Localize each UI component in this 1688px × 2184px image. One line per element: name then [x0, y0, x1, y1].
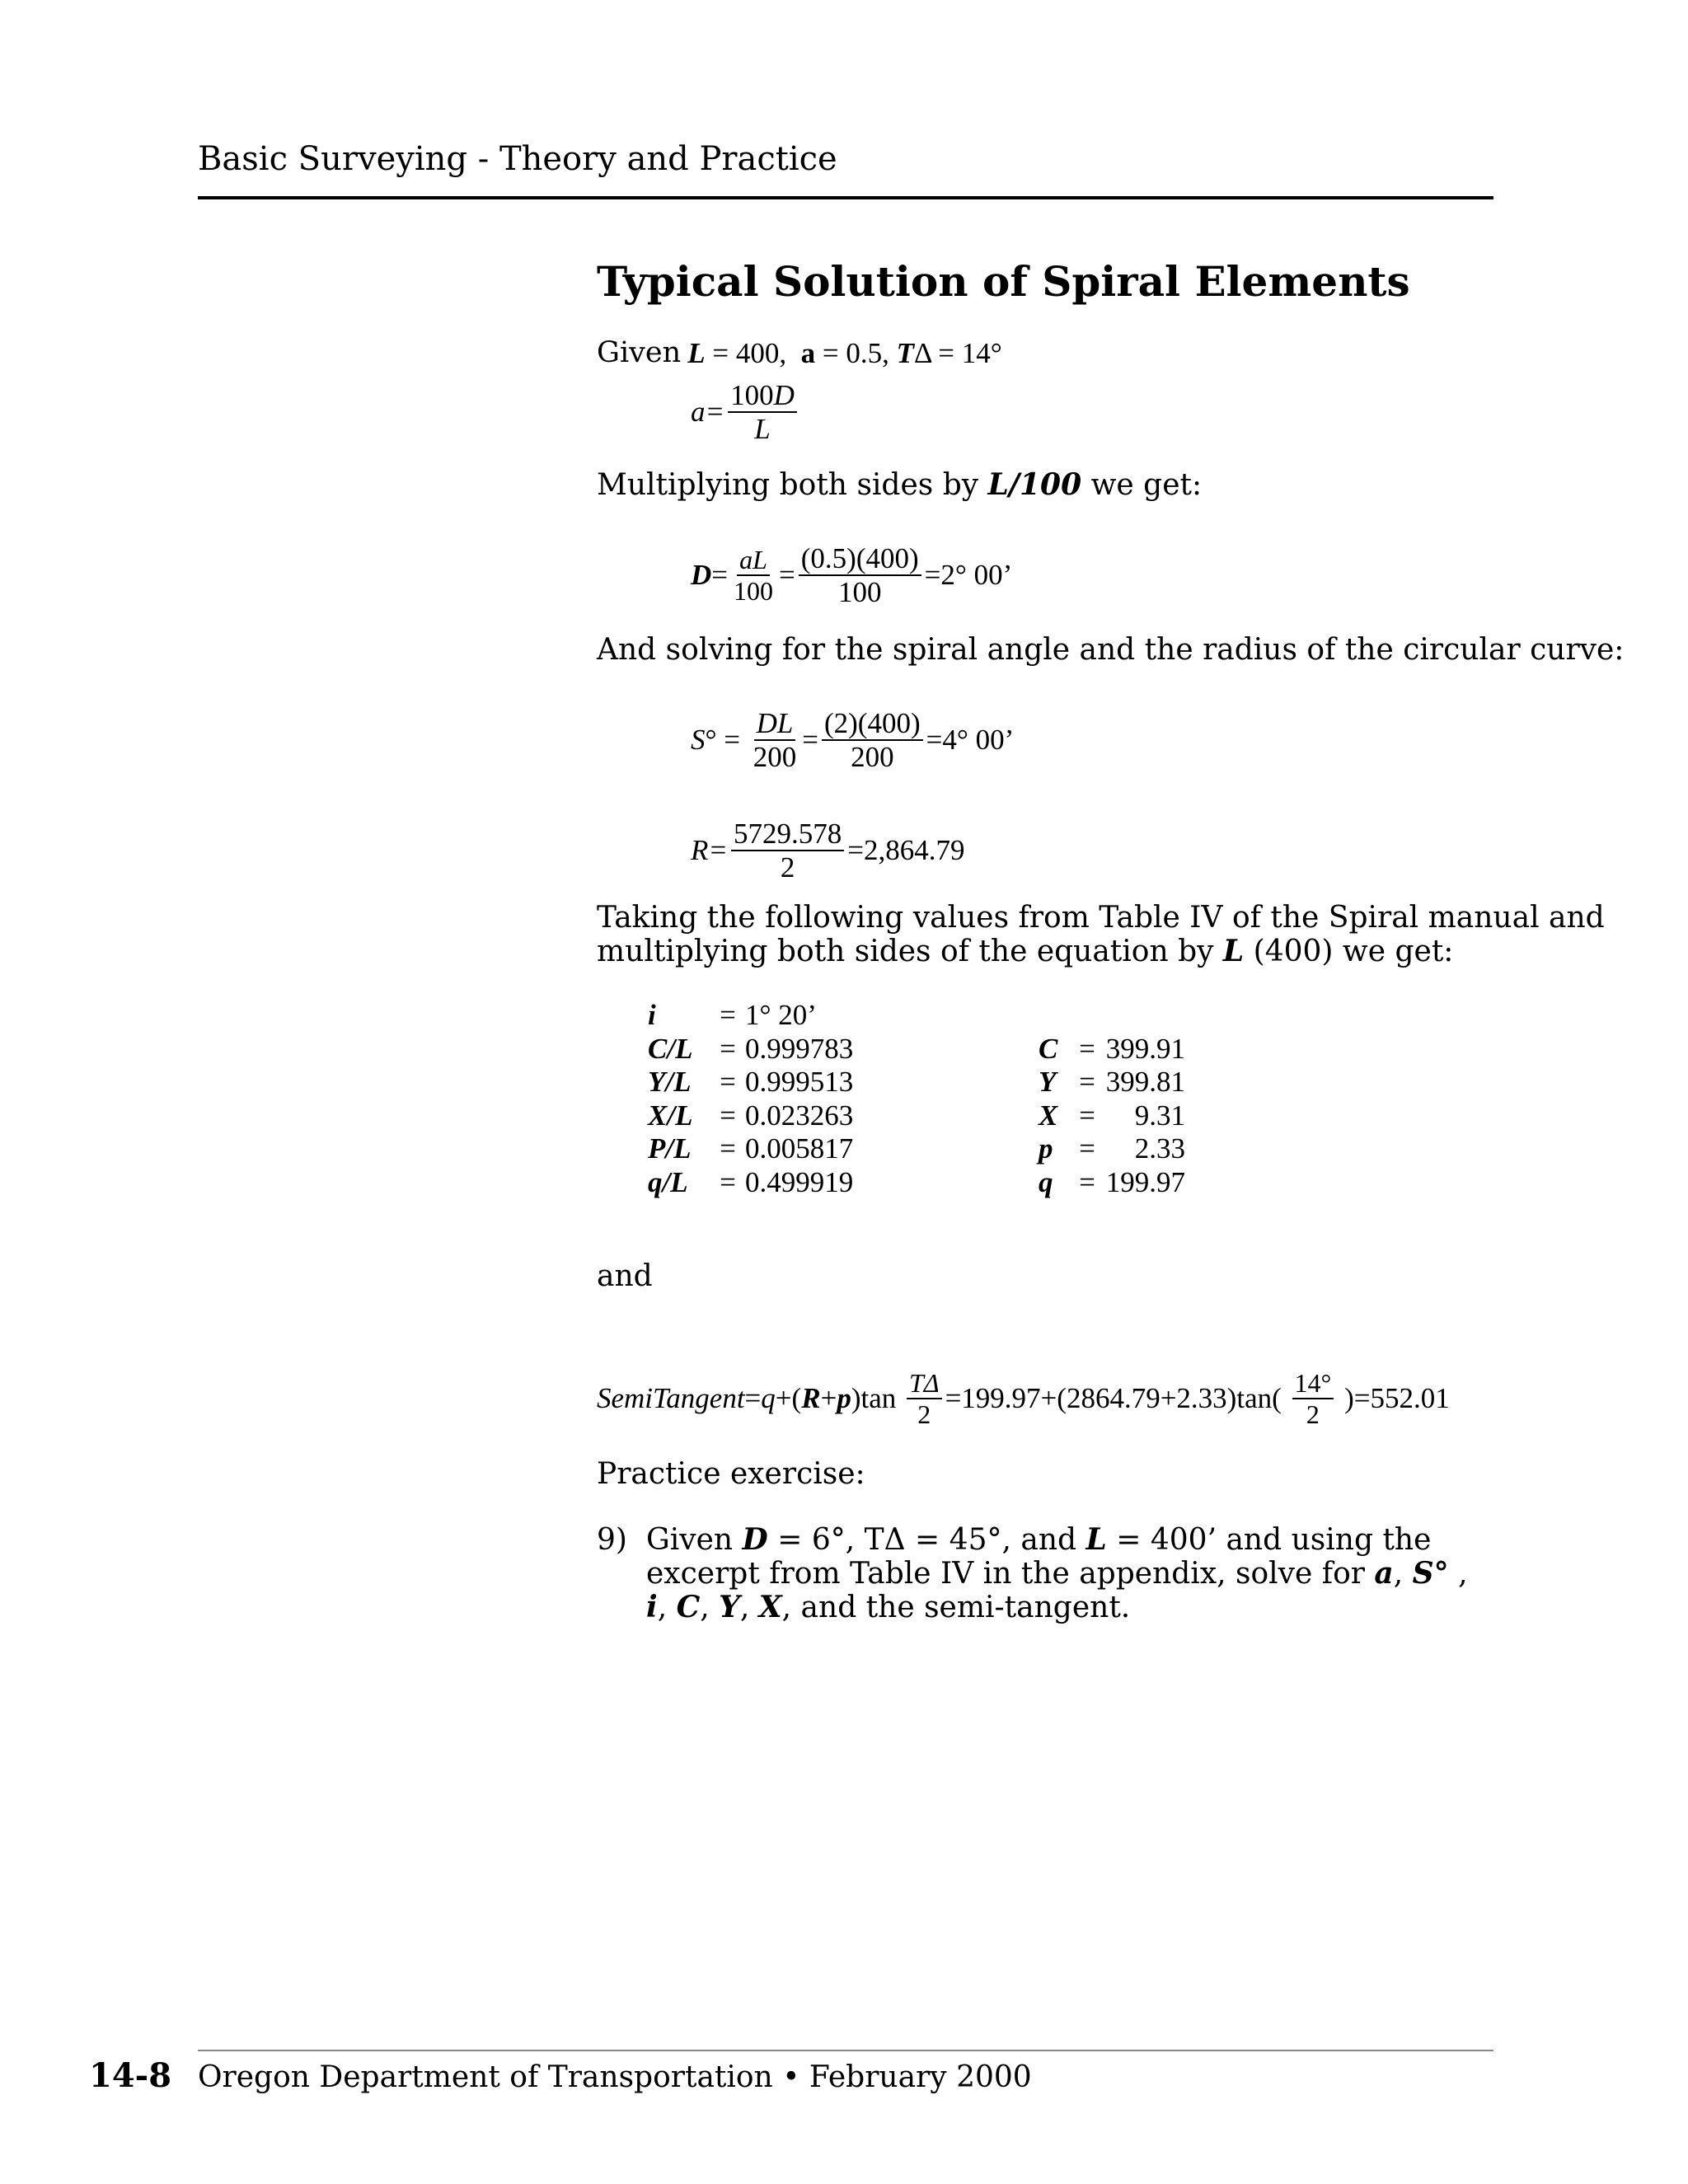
exercise-text: , — [1448, 1557, 1468, 1591]
table-key: i — [648, 999, 656, 1031]
equation-R — [691, 819, 965, 882]
equation-R-num: 5729.578 — [731, 819, 844, 851]
equation-D-eqsign: = — [711, 559, 729, 591]
equation-semitangent-frac1-num: TΔ — [907, 1370, 942, 1399]
table-key: p — [1039, 1132, 1053, 1165]
table-row — [648, 1166, 887, 1200]
footer-text: Oregon Department of Transportation • February 2000 — [198, 2060, 1032, 2094]
table-key: q — [1039, 1165, 1053, 1198]
table-eq: = — [1079, 1132, 1095, 1165]
equation-semitangent-plus2: + — [820, 1382, 837, 1414]
table-key: Y — [1039, 1066, 1057, 1099]
equation-S-fraction-2 — [822, 709, 923, 771]
equation-semitangent-plus1: +( — [775, 1382, 802, 1414]
given-T-var: T — [896, 337, 914, 369]
equation-S-mid: = — [802, 724, 818, 756]
exercise-text: = 6°, TΔ = 45°, and — [767, 1523, 1086, 1557]
equation-D-frac2-den: 100 — [837, 576, 882, 608]
paragraph-taking-line1: Taking the following values from Table IV of the Spiral manual and — [597, 901, 1605, 935]
exercise-text: , — [1393, 1557, 1413, 1591]
given-line — [597, 336, 1002, 370]
equation-D-mid: = — [779, 559, 795, 591]
equation-semitangent-frac1-den: 2 — [917, 1399, 931, 1429]
exercise-L: L — [1085, 1522, 1107, 1557]
values-table-right — [1039, 1033, 1185, 1200]
table-value: 399.81 — [1105, 1066, 1185, 1099]
exercise-Y: Y — [719, 1590, 740, 1624]
equation-semitangent-q: q — [761, 1382, 776, 1414]
running-header: Basic Surveying - Theory and Practice — [198, 140, 837, 178]
table-row — [1039, 1099, 1185, 1133]
table-eq: = — [720, 1132, 736, 1165]
given-T-value: Δ = 14° — [913, 337, 1002, 369]
equation-semitangent-frac2-den: 2 — [1306, 1399, 1320, 1429]
table-row — [648, 1033, 887, 1066]
exercise-number: 9) — [597, 1523, 627, 1557]
equation-semitangent-fraction-1 — [907, 1370, 942, 1427]
table-eq: = — [1079, 1066, 1095, 1099]
table-eq: = — [1079, 1032, 1095, 1065]
table-eq: = — [720, 999, 736, 1031]
table-value: 199.97 — [1105, 1165, 1185, 1198]
equation-semitangent-eq: = — [744, 1382, 762, 1414]
table-row — [1039, 1166, 1185, 1200]
paragraph-taking-line2 — [597, 935, 1605, 968]
exercise-S: S° — [1412, 1556, 1449, 1591]
equation-semitangent — [597, 1370, 1450, 1427]
section-title: Typical Solution of Spiral Elements — [597, 257, 1410, 306]
given-L-value: = 400, — [705, 337, 801, 369]
exercise-text: , — [739, 1591, 759, 1624]
table-key: q/L — [648, 1165, 688, 1198]
equation-R-fraction — [731, 819, 844, 882]
equation-D-lhs: D — [691, 559, 712, 591]
given-a-var: a — [800, 337, 816, 369]
equation-D-frac2-num: (0.5)(400) — [799, 544, 921, 576]
table-eq: = — [720, 1099, 736, 1132]
table-value: 1° 20’ — [745, 999, 817, 1031]
table-value: 0.999513 — [745, 1066, 854, 1099]
equation-D-frac1-den: 100 — [734, 576, 774, 606]
equation-a-fraction — [728, 381, 797, 443]
table-eq: = — [720, 1066, 736, 1099]
exercise-body — [646, 1523, 1470, 1624]
equation-S-frac1-num: DL — [754, 709, 796, 741]
table-eq: = — [720, 1165, 736, 1198]
equation-S-result: =4° 00’ — [926, 724, 1015, 756]
equation-a-lhs: a= — [691, 396, 725, 428]
table-value: 399.91 — [1105, 1032, 1185, 1065]
table-value: 0.499919 — [745, 1165, 854, 1198]
equation-semitangent-fraction-2 — [1292, 1370, 1334, 1427]
exercise-D: D — [742, 1522, 768, 1557]
table-row — [1039, 1066, 1185, 1099]
equation-S-lhs: S — [691, 724, 706, 756]
given-prefix: Given — [597, 336, 682, 369]
table-eq: = — [1079, 1099, 1095, 1132]
equation-semitangent-tan: )tan — [851, 1382, 903, 1414]
paragraph-solving: And solving for the spiral angle and the radius of the circular curve: — [597, 633, 1625, 667]
equation-S-fraction-1 — [751, 709, 799, 771]
word-and: and — [597, 1259, 653, 1293]
table-value: 9.31 — [1134, 1099, 1185, 1132]
equation-R-den: 2 — [780, 851, 795, 883]
paragraph-multiplying-tail: we get: — [1081, 468, 1203, 502]
equation-semitangent-R: R — [801, 1382, 821, 1414]
exercise-text: , — [657, 1591, 677, 1624]
equation-semitangent-name: SemiTangent — [597, 1382, 745, 1414]
equation-S-degree: ° — [705, 724, 717, 756]
equation-a — [691, 381, 800, 443]
equation-S-eqsign: = — [716, 724, 748, 756]
table-value: 0.999783 — [745, 1032, 854, 1065]
practice-heading: Practice exercise: — [597, 1457, 865, 1491]
exercise-text: Given — [646, 1523, 743, 1557]
given-a-value: = 0.5, — [815, 337, 897, 369]
equation-D-fraction-1 — [731, 546, 776, 604]
table-row — [1039, 1033, 1185, 1066]
exercise-text: , — [700, 1591, 720, 1624]
paragraph-taking-line2-pre: multiplying both sides of the equation by — [597, 935, 1223, 968]
table-key: X/L — [648, 1099, 693, 1132]
paragraph-multiplying-emph: L/100 — [987, 467, 1082, 502]
exercise-X: X — [758, 1590, 782, 1624]
equation-S-frac2-num: (2)(400) — [822, 709, 923, 741]
exercise-a: a — [1374, 1556, 1394, 1591]
values-table-left — [648, 999, 887, 1200]
exercise-C: C — [676, 1590, 701, 1624]
given-L-var: L — [687, 337, 706, 369]
equation-R-result: =2,864.79 — [847, 834, 965, 866]
equation-D-result: =2° 00’ — [924, 559, 1013, 591]
paragraph-taking-line2-var: L — [1222, 934, 1245, 968]
equation-semitangent-result: )=552.01 — [1337, 1382, 1450, 1414]
paragraph-taking — [597, 901, 1605, 968]
equation-a-num-var: D — [773, 379, 795, 411]
equation-a-den: L — [754, 413, 771, 445]
equation-R-lhs: R= — [691, 834, 728, 866]
table-key: C — [1039, 1032, 1058, 1065]
table-key: C/L — [648, 1032, 693, 1065]
table-key: Y/L — [648, 1066, 692, 1099]
table-value: 0.005817 — [745, 1132, 854, 1165]
equation-a-num-coeff: 100 — [730, 379, 774, 411]
exercise-text: = 400’ and using the excerpt from Table IV in the appendix, solve for — [646, 1523, 1432, 1591]
page-number: 14-8 — [89, 2056, 172, 2095]
exercise-text: , and the semi-tangent. — [781, 1591, 1131, 1624]
paragraph-multiplying — [597, 468, 1202, 502]
equation-S-frac2-den: 200 — [851, 741, 894, 773]
equation-S-frac1-den: 200 — [753, 741, 797, 773]
table-row — [1039, 1132, 1185, 1166]
equation-D-fraction-2 — [799, 544, 921, 607]
footer-divider — [198, 2050, 1493, 2051]
paragraph-multiplying-text: Multiplying both sides by — [597, 468, 988, 502]
table-value: 2.33 — [1134, 1132, 1185, 1165]
table-value: 0.023263 — [745, 1099, 854, 1132]
equation-S — [691, 709, 1014, 771]
table-row — [648, 1066, 887, 1099]
table-key: P/L — [648, 1132, 692, 1165]
table-eq: = — [720, 1032, 736, 1065]
header-divider — [198, 196, 1493, 199]
equation-semitangent-mid: =199.97+(2864.79+2.33)tan( — [945, 1382, 1289, 1414]
exercise-i: i — [646, 1590, 658, 1624]
equation-semitangent-p: p — [837, 1382, 851, 1414]
table-eq: = — [1079, 1165, 1095, 1198]
equation-D-frac1-num: aL — [737, 546, 770, 576]
table-row — [648, 1099, 887, 1133]
equation-D — [691, 544, 1012, 607]
paragraph-taking-line2-post: (400) we get: — [1244, 935, 1454, 968]
table-key: X — [1039, 1099, 1058, 1132]
table-row — [648, 999, 887, 1033]
table-row — [648, 1132, 887, 1166]
equation-semitangent-frac2-num: 14° — [1292, 1370, 1334, 1399]
